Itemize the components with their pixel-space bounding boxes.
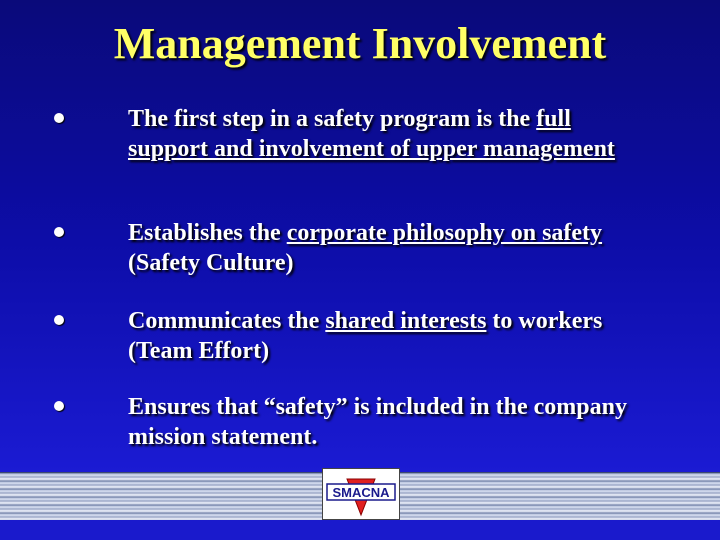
bullet-text-part: Establishes the [128, 220, 287, 246]
logo-text: SMACNA [332, 485, 390, 500]
bullet-dot-icon [54, 227, 64, 237]
bullet-text-underlined: full support and involvement of upper management [128, 106, 615, 162]
bullet-text [128, 104, 648, 164]
footer-strip [0, 520, 720, 540]
slide-title: Management Involvement [113, 19, 607, 68]
bullet-dot-icon [54, 315, 64, 325]
bullet-text-part: Ensures that “safety” is included in the company mission statement. [128, 394, 627, 450]
bullet-text [128, 392, 648, 452]
bullet-dot-icon [54, 401, 64, 411]
bullet-text-part: Communicates the [128, 308, 326, 334]
smacna-logo [322, 468, 400, 520]
bullet-text [128, 306, 648, 366]
bullet-text-part: The first step in a safety program is the [128, 106, 537, 132]
bullet-text-part: to workers (Team Effort) [128, 308, 603, 364]
bullet-text-underlined: corporate philosophy on safety [286, 220, 603, 246]
bullet-dot-icon [54, 113, 64, 123]
bullet-text-part: (Safety Culture) [128, 250, 294, 276]
bullet-text [128, 218, 648, 278]
smacna-logo-icon [323, 469, 399, 519]
bullet-text-underlined: shared interests [325, 308, 487, 334]
